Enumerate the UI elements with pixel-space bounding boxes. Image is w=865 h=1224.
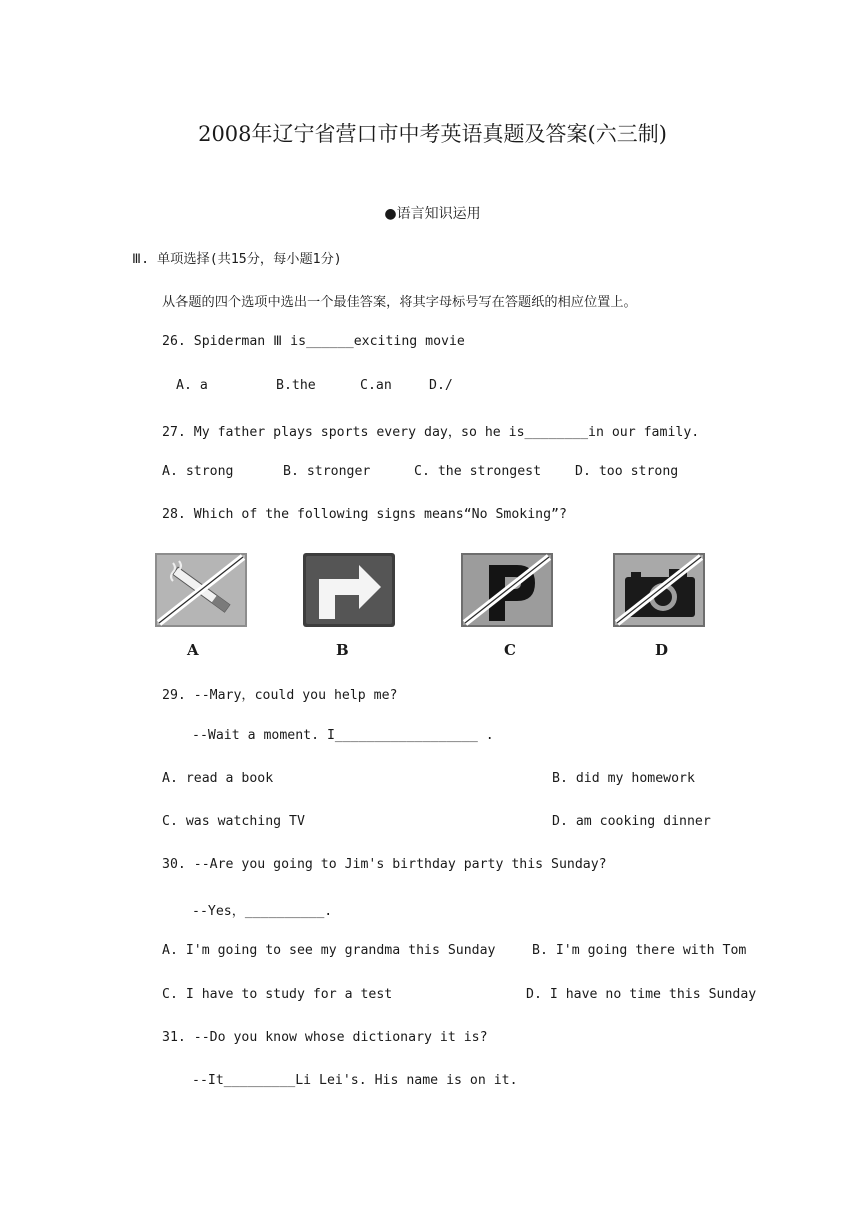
question-27-stem: 27. My father plays sports every day，so he is________in our family. [162, 425, 700, 440]
part-heading: Ⅲ. 单项选择(共15分，每小题1分) [132, 252, 342, 267]
question-30-line2: --Yes，__________. [192, 904, 333, 919]
question-30-option-c: C. I have to study for a test [162, 987, 393, 1002]
turn-right-sign-icon [303, 553, 395, 627]
question-26-option-c: C.an [360, 378, 392, 393]
no-smoking-sign-icon [155, 553, 247, 627]
question-29-option-c: C. was watching TV [162, 814, 305, 829]
question-29-option-a: A. read a book [162, 771, 274, 786]
question-27-option-c: C. the strongest [414, 464, 542, 479]
question-26-option-b: B.the [276, 378, 316, 393]
question-26-option-a: A. a [176, 378, 208, 393]
question-30-option-b: B. I'm going there with Tom [532, 943, 747, 958]
question-26-option-d: D./ [429, 378, 453, 393]
question-30-option-d: D. I have no time this Sunday [526, 987, 757, 1002]
question-29-option-b: B. did my homework [552, 771, 695, 786]
question-26-stem: 26. Spiderman Ⅲ is______exciting movie [162, 334, 465, 349]
question-30-option-a: A. I'm going to see my grandma this Sunday [162, 943, 496, 958]
question-27-option-b: B. stronger [283, 464, 371, 479]
question-27-option-d: D. too strong [575, 464, 679, 479]
question-29-line1: 29. --Mary，could you help me? [162, 688, 398, 703]
question-28-stem: 28. Which of the following signs means“No Smoking”? [162, 507, 567, 522]
question-31-line2: --It_________Li Lei's. His name is on it. [192, 1073, 518, 1088]
sign-label-a: A [187, 641, 199, 659]
no-parking-sign-icon [461, 553, 553, 627]
question-29-option-d: D. am cooking dinner [552, 814, 711, 829]
question-30-line1: 30. --Are you going to Jim's birthday party this Sunday? [162, 857, 607, 872]
page-title: 2008年辽宁省营口市中考英语真题及答案(六三制) [198, 122, 667, 146]
sign-label-c: C [504, 641, 516, 659]
question-27-option-a: A. strong [162, 464, 234, 479]
no-photography-sign-icon [613, 553, 705, 627]
question-29-line2: --Wait a moment. I__________________ . [192, 728, 494, 743]
section-heading: ●语言知识运用 [384, 206, 481, 222]
sign-label-b: B [336, 641, 349, 659]
sign-label-d: D [655, 641, 669, 659]
instruction-text: 从各题的四个选项中选出一个最佳答案，将其字母标号写在答题纸的相应位置上。 [162, 295, 637, 310]
question-31-line1: 31. --Do you know whose dictionary it is? [162, 1030, 488, 1045]
